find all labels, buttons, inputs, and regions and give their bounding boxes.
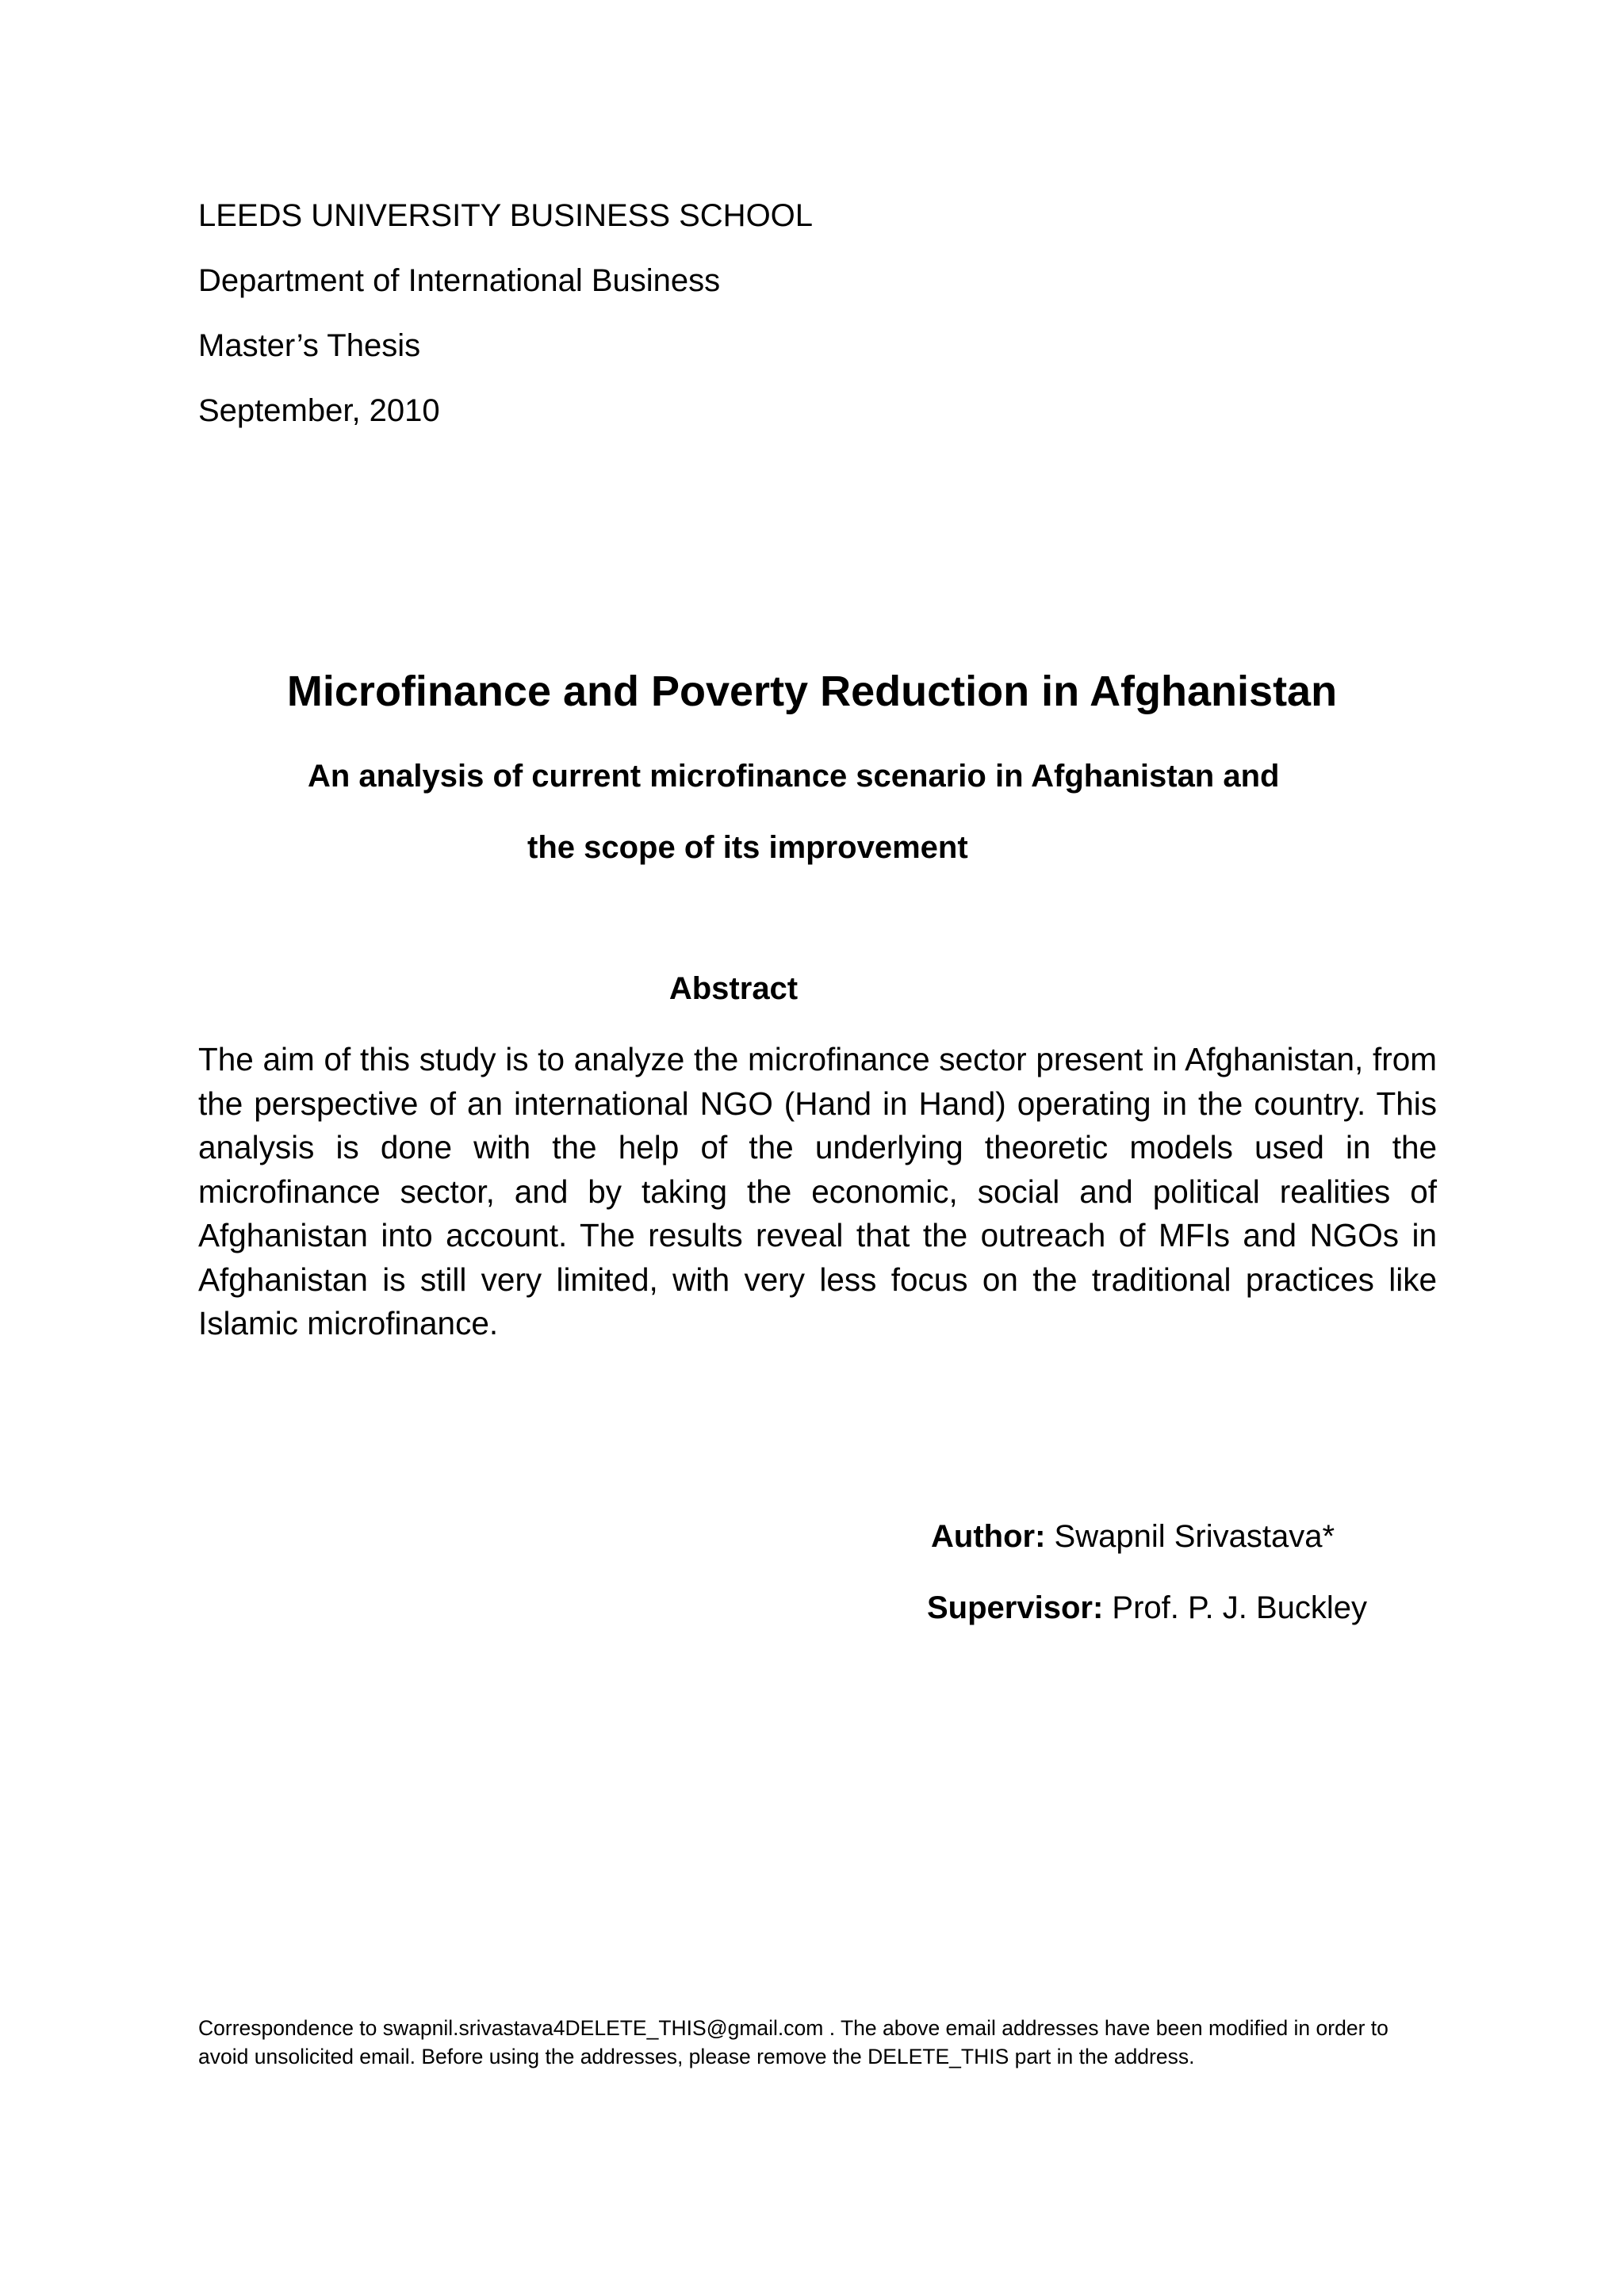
- abstract-heading: Abstract: [668, 971, 799, 1006]
- supervisor-line: [927, 1589, 1367, 1627]
- thesis-title: Microfinance and Poverty Reduction in Afghanistan: [286, 668, 1338, 715]
- supervisor-label: Supervisor:: [927, 1590, 1104, 1625]
- correspondence-footnote: Correspondence to swapnil.srivastava4DELETE_THIS@gmail.com . The above email addresses have been modified in order to avoid unsolicited email. Before using the addresses, please remove the DELETE_THIS part in the address.: [198, 2016, 1388, 2068]
- submission-date: September, 2010: [198, 393, 440, 428]
- department-name: Department of International Business: [198, 263, 721, 298]
- institution-name: LEEDS UNIVERSITY BUSINESS SCHOOL: [198, 198, 814, 233]
- author-name: Swapnil Srivastava*: [1045, 1519, 1335, 1554]
- author-line: [931, 1517, 1335, 1556]
- supervisor-name: Prof. P. J. Buckley: [1103, 1590, 1368, 1625]
- thesis-subtitle-line-2: the scope of its improvement: [527, 830, 968, 865]
- document-type: Master’s Thesis: [198, 328, 421, 363]
- thesis-subtitle-line-1: An analysis of current microfinance scenario in Afghanistan and: [308, 759, 1280, 794]
- abstract-body: The aim of this study is to analyze the microfinance sector present in Afghanistan, from the perspective of an international NGO (Hand in Hand) operating in the country. This analysis is done with the help of the underlying theoretic models used in the microfinance sector, and by taking the economic, social and political realities of Afghanistan into account. The results reveal that the outreach of MFIs and NGOs in Afghanistan is still very limited, with very less focus on the traditional practices like Islamic microfinance.: [198, 1041, 1437, 1341]
- author-label: Author:: [931, 1519, 1046, 1554]
